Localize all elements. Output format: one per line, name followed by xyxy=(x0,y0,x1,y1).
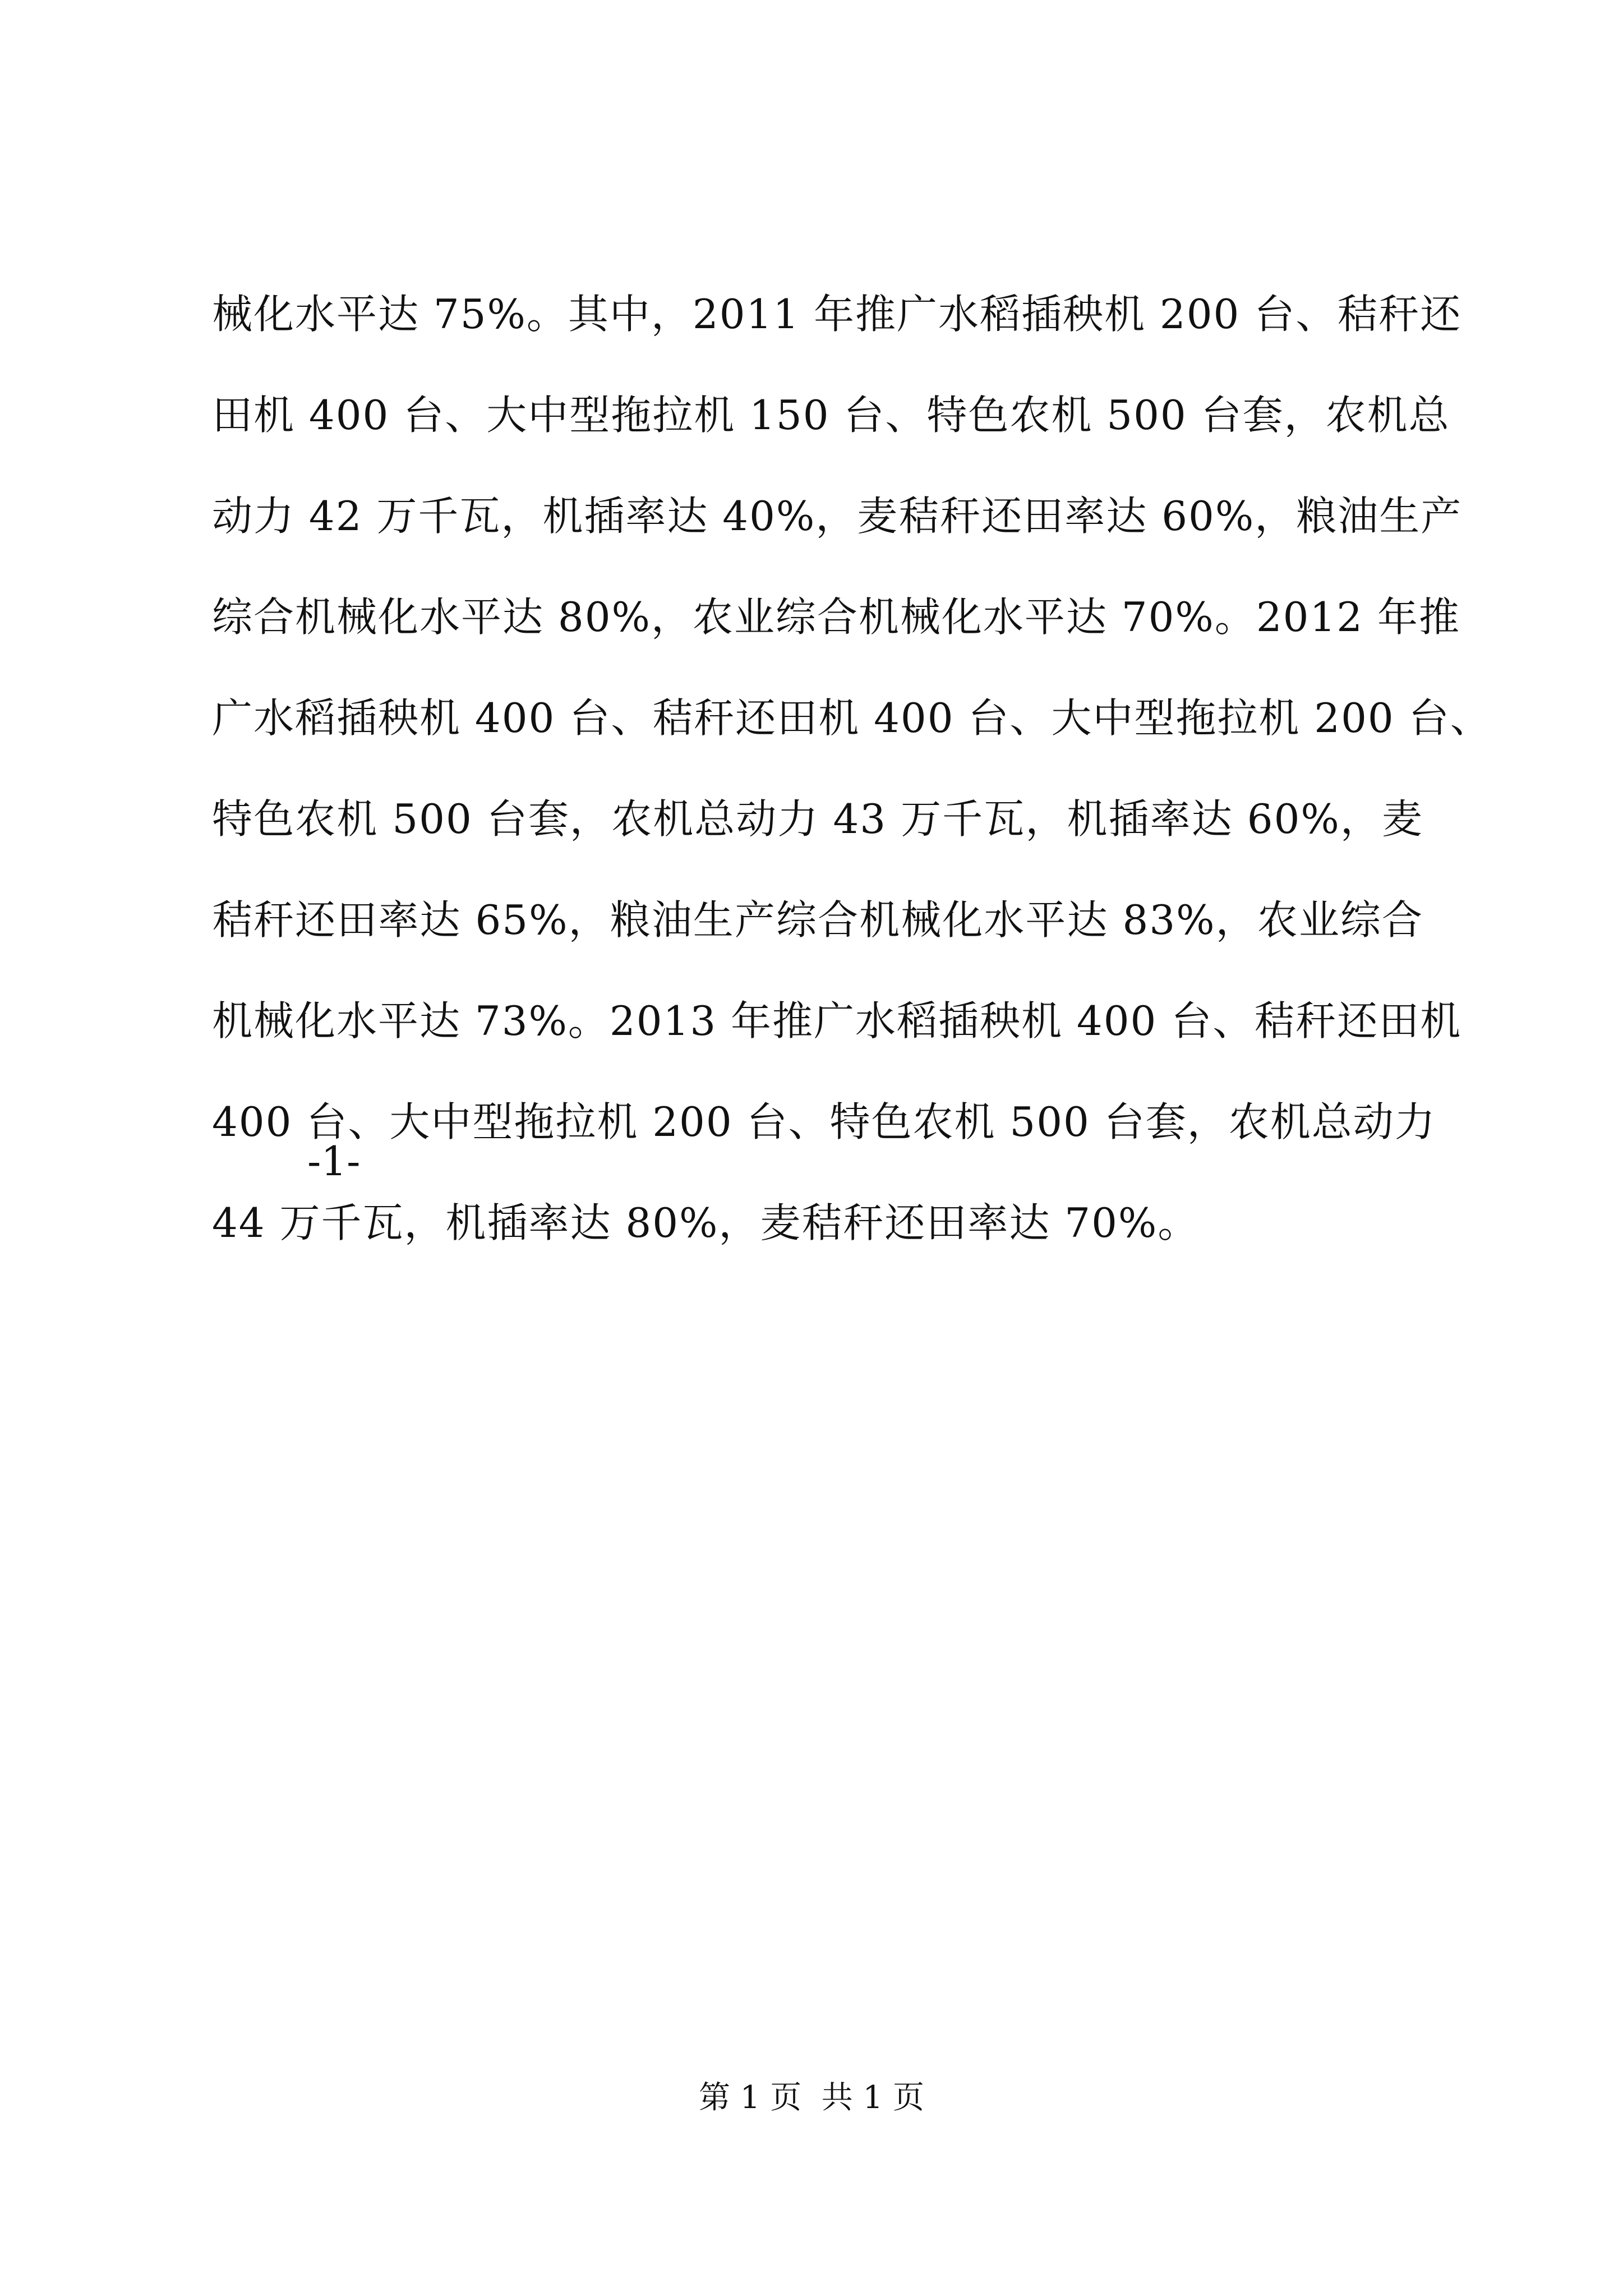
paragraph-line: 400 台、大中型拖拉机 200 台、特色农机 500 台套，农机总动力 xyxy=(212,1098,1436,1145)
paragraph-line: 特色农机 500 台套，农机总动力 43 万千瓦，机插率达 60%，麦 xyxy=(212,795,1423,843)
paragraph-line: 广水稻插秧机 400 台、秸秆还田机 400 台、大中型拖拉机 200 台、 xyxy=(212,694,1492,742)
paragraph-line: 械化水平达 75%。其中，2011 年推广水稻插秧机 200 台、秸秆还 xyxy=(212,291,1462,338)
paragraph-line: 综合机械化水平达 80%，农业综合机械化水平达 70%。2012 年推 xyxy=(212,593,1460,641)
paragraph-line: 田机 400 台、大中型拖拉机 150 台、特色农机 500 台套，农机总 xyxy=(212,392,1450,439)
body-paragraph xyxy=(212,264,1492,1273)
paragraph-line: 机械化水平达 73%。2013 年推广水稻插秧机 400 台、秸秆还田机 xyxy=(212,997,1462,1045)
paragraph-line: 秸秆还田率达 65%，粮油生产综合机械化水平达 83%，农业综合 xyxy=(212,896,1423,944)
paragraph-line: 44 万千瓦，机插率达 80%，麦秸秆还田率达 70%。 xyxy=(212,1199,1200,1246)
page-footer: 第 1 页 共 1 页 xyxy=(698,2079,925,2116)
inline-page-number: -1- xyxy=(307,1138,361,1185)
paragraph-line: 动力 42 万千瓦，机插率达 40%，麦秸秆还田率达 60%，粮油生产 xyxy=(212,493,1463,540)
